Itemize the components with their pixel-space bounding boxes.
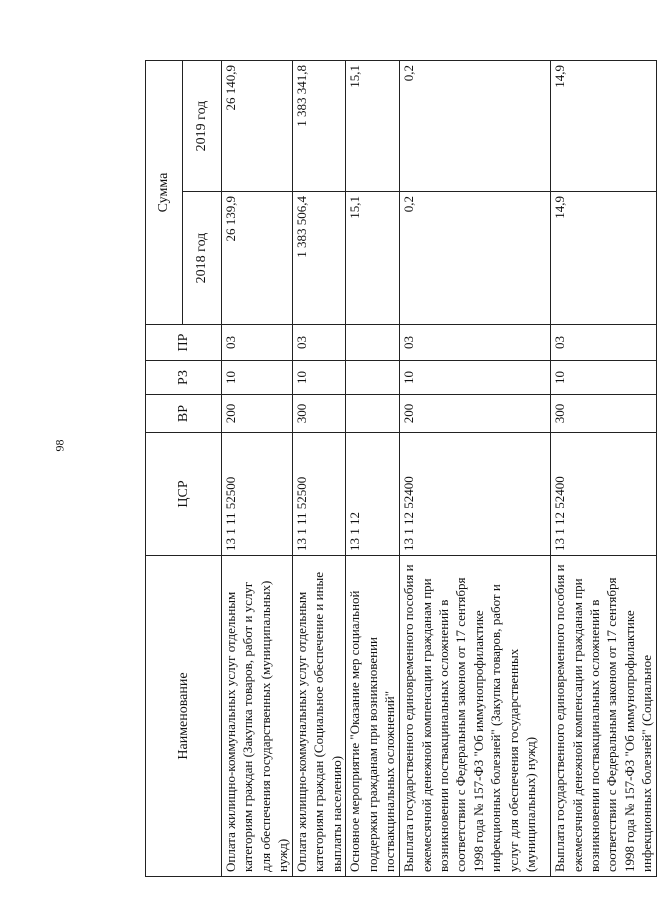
cell-2019: 14,9: [551, 61, 656, 192]
cell-vr: 300: [293, 395, 346, 433]
cell-rz: 10: [293, 361, 346, 395]
table-row: [400, 61, 551, 877]
page-number: 98: [52, 439, 67, 452]
table-row: [222, 61, 293, 877]
cell-rz: [346, 361, 400, 395]
cell-2019: 15,1: [346, 61, 400, 192]
cell-pr: 03: [293, 325, 346, 361]
cell-rz: 10: [222, 361, 293, 395]
header-csr: ЦСР: [146, 433, 222, 556]
cell-pr: [346, 325, 400, 361]
table-row: [346, 61, 400, 877]
cell-name: Выплата государственного единовременного пособия и ежемесячной денежной компенсации гражданам при возникновении поствакцинальных осложнений в соответствии с Федеральным законом от 17 сентября 1998 года № 157-ФЗ "Об иммунопрофилактике инфекционных болезней" (Закупка товаров, работ и услуг для обеспечения государственных (муниципальных) нужд): [400, 556, 551, 877]
rotated-table: [145, 61, 655, 877]
cell-name: Оплата жилищно-коммунальных услуг отдельным категориям граждан (Закупка товаров, работ и услуг для обеспечения государственных (муниципальных) нужд): [222, 556, 293, 877]
table-row: [551, 61, 656, 877]
cell-vr: 200: [400, 395, 551, 433]
header-sum: Сумма: [146, 61, 183, 325]
cell-pr: 03: [400, 325, 551, 361]
cell-name: Основное мероприятие "Оказание мер социальной поддержки гражданам при возникновении поствакцинальных осложнений": [346, 556, 400, 877]
header-2018: 2018 год: [183, 192, 222, 325]
cell-vr: 200: [222, 395, 293, 433]
cell-2019: 1 383 341,8: [293, 61, 346, 192]
header-rz: РЗ: [146, 361, 222, 395]
header-row-1: [146, 61, 183, 877]
cell-vr: 300: [551, 395, 656, 433]
cell-csr: 13 1 11 52500: [293, 433, 346, 556]
cell-vr: [346, 395, 400, 433]
cell-2018: 0,2: [400, 192, 551, 325]
cell-2018: 15,1: [346, 192, 400, 325]
budget-table: [145, 60, 657, 877]
cell-rz: 10: [400, 361, 551, 395]
cell-pr: 03: [551, 325, 656, 361]
cell-name: Выплата государственного единовременного пособия и ежемесячной денежной компенсации гражданам при возникновении поствакцинальных осложнений в соответствии с Федеральным законом от 17 сентября 1998 года № 157-ФЗ "Об иммунопрофилактике инфекционных болезней" (Социальное: [551, 556, 656, 877]
table-row: [293, 61, 346, 877]
cell-2018: 1 383 506,4: [293, 192, 346, 325]
header-pr: ПР: [146, 325, 222, 361]
header-vr: ВР: [146, 395, 222, 433]
cell-csr: 13 1 12: [346, 433, 400, 556]
cell-pr: 03: [222, 325, 293, 361]
cell-csr: 13 1 12 52400: [551, 433, 656, 556]
cell-csr: 13 1 12 52400: [400, 433, 551, 556]
cell-rz: 10: [551, 361, 656, 395]
header-name: Наименование: [146, 556, 222, 877]
cell-csr: 13 1 11 52500: [222, 433, 293, 556]
cell-2019: 26 140,9: [222, 61, 293, 192]
header-2019: 2019 год: [183, 61, 222, 192]
budget-table-container: [145, 61, 655, 877]
cell-name: Оплата жилищно-коммунальных услуг отдельным категориям граждан (Социальное обеспечение и иные выплаты населению): [293, 556, 346, 877]
cell-2018: 14,9: [551, 192, 656, 325]
cell-2018: 26 139,9: [222, 192, 293, 325]
cell-2019: 0,2: [400, 61, 551, 192]
